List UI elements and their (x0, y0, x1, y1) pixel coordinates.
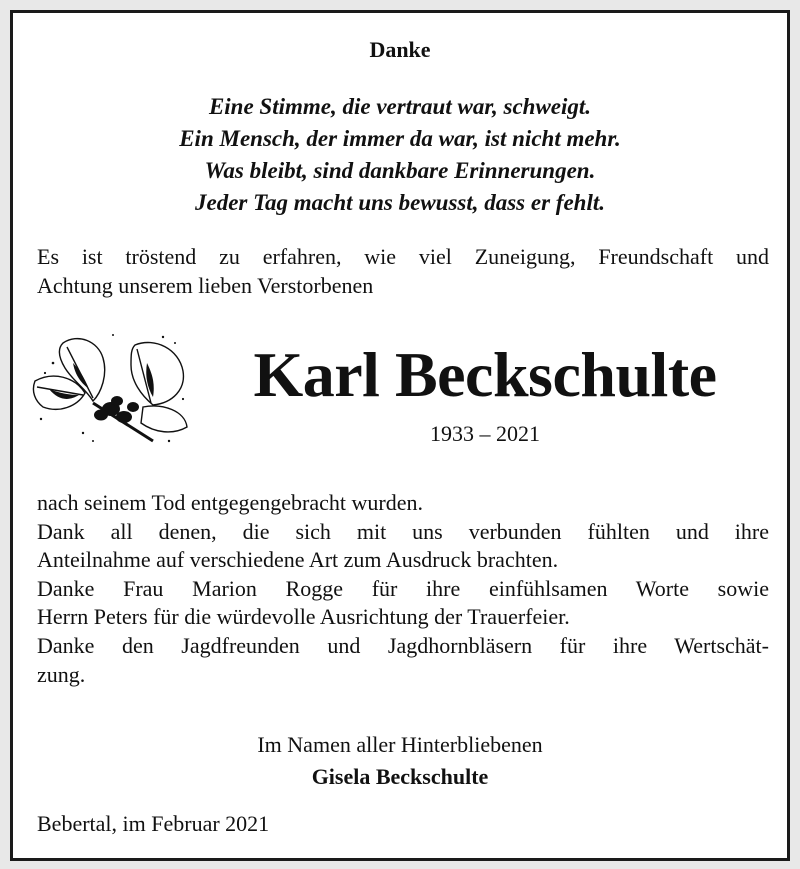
poem-line: Jeder Tag macht uns bewusst, dass er fehlt. (194, 190, 605, 215)
intro-line: Achtung unserem lieben Verstorbenen (37, 272, 374, 298)
life-years: 1933 – 2021 (430, 421, 540, 446)
intro-line: Es ist tröstend zu erfahren, wie viel Zuneigung, Freundschaft und (37, 244, 769, 269)
thanks-line: Anteilnahme auf verschiedene Art zum Ausdruck brachten. (37, 547, 559, 573)
thanks-line: Danke den Jagdfreunden und Jagdhornbläsern für ihre Wertschät- (37, 632, 769, 658)
thanks-line: nach seinem Tod entgegengebracht wurden. (37, 490, 423, 515)
thanks-line: Danke Frau Marion Rogge für ihre einfühlsamen Worte sowie (37, 575, 769, 601)
thanks-line: Dank all denen, die sich mit uns verbunden fühlten und ihre (37, 518, 769, 544)
deceased-name: Karl Beckschulte (253, 339, 717, 410)
signature-block (13, 729, 787, 793)
signature-line: Im Namen aller Hinterbliebenen (257, 732, 543, 757)
memorial-poem (13, 91, 787, 219)
signature-name: Gisela Beckschulte (311, 764, 489, 789)
poem-line: Was bleibt, sind dankbare Erinnerungen. (204, 158, 596, 183)
intro-paragraph (37, 243, 769, 300)
place-date: Bebertal, im Februar 2021 (37, 811, 270, 836)
notice-heading: Danke (369, 37, 431, 62)
oak-leaf-ornament-icon (23, 323, 193, 451)
poem-line: Eine Stimme, die vertraut war, schweigt. (208, 94, 592, 119)
thanks-paragraph (37, 489, 769, 689)
poem-line: Ein Mensch, der immer da war, ist nicht mehr. (179, 126, 621, 151)
obituary-notice (10, 10, 790, 861)
thanks-line: Herrn Peters für die würdevolle Ausrichtung der Trauerfeier. (37, 604, 570, 630)
thanks-line: zung. (37, 661, 86, 687)
